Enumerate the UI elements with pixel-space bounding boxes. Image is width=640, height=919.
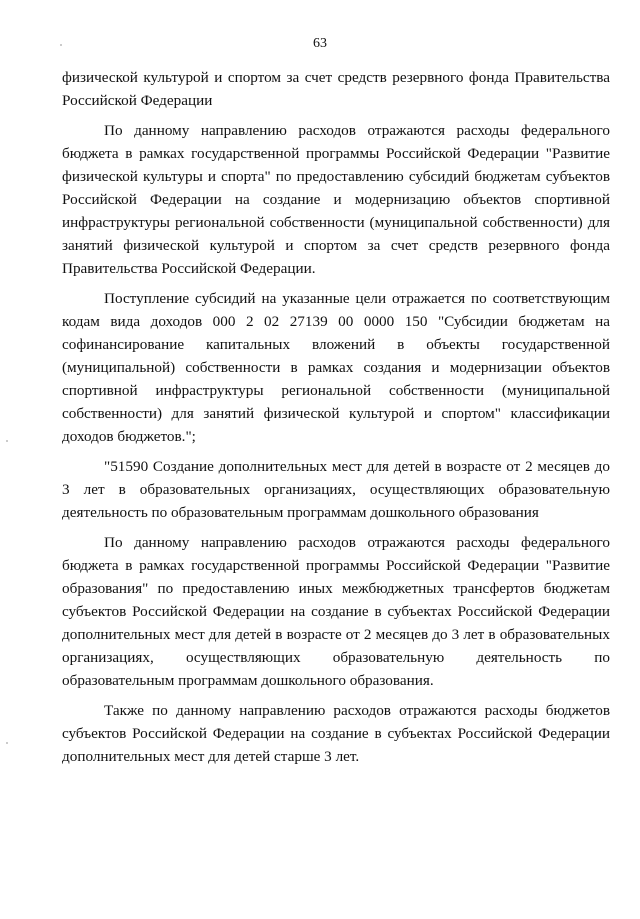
paragraph-code-51590: "51590 Создание дополнительных мест для детей в возрасте от 2 месяцев до 3 лет в образовательных организациях, осуществляющих образовательную деятельность по образовательным программам дошкольного образования xyxy=(62,458,610,521)
paragraph-expenses-regional: Также по данному направлению расходов отражаются расходы бюджетов субъектов Российской Федерации на создание в субъектах Российской Федерации дополнительных мест для детей старше 3 лет. xyxy=(62,702,610,765)
scan-artifact xyxy=(6,440,8,442)
scan-artifact xyxy=(60,44,62,46)
scan-artifact xyxy=(6,742,8,744)
paragraph-continuation: физической культурой и спортом за счет средств резервного фонда Правительства Российской Федерации xyxy=(62,69,610,109)
page-number: 63 xyxy=(313,36,327,51)
paragraph-subsidy-receipt: Поступление субсидий на указанные цели отражается по соответствующим кодам вида доходов 000 2 02 27139 00 0000 150 "Субсидии бюджетам на софинансирование капитальных вложений в объекты государственной (муниципальной) собственности в рамках создания и модернизации объектов спортивной инфраструктуры региональной собственности (муниципальной собственности) для занятий физической культурой и спортом" классификации доходов бюджетов."; xyxy=(62,290,610,445)
document-body xyxy=(62,66,610,775)
paragraph-expenses-education: По данному направлению расходов отражаются расходы федерального бюджета в рамках государственной программы Российской Федерации "Развитие образования" по предоставлению иных межбюджетных трансфертов бюджетам субъектов Российской Федерации на создание в субъектах Российской Федерации дополнительных мест для детей в возрасте от 2 месяцев до 3 лет в образовательных организациях, осуществляющих образовательную деятельность по образовательным программам дошкольного образования. xyxy=(62,534,610,689)
paragraph-expenses-sport: По данному направлению расходов отражаются расходы федерального бюджета в рамках государственной программы Российской Федерации "Развитие физической культуры и спорта" по предоставлению субсидий бюджетам субъектов Российской Федерации на создание и модернизацию объектов спортивной инфраструктуры региональной собственности (муниципальной собственности) для занятий физической культурой и спортом за счет средств резервного фонда Правительства Российской Федерации. xyxy=(62,122,610,277)
